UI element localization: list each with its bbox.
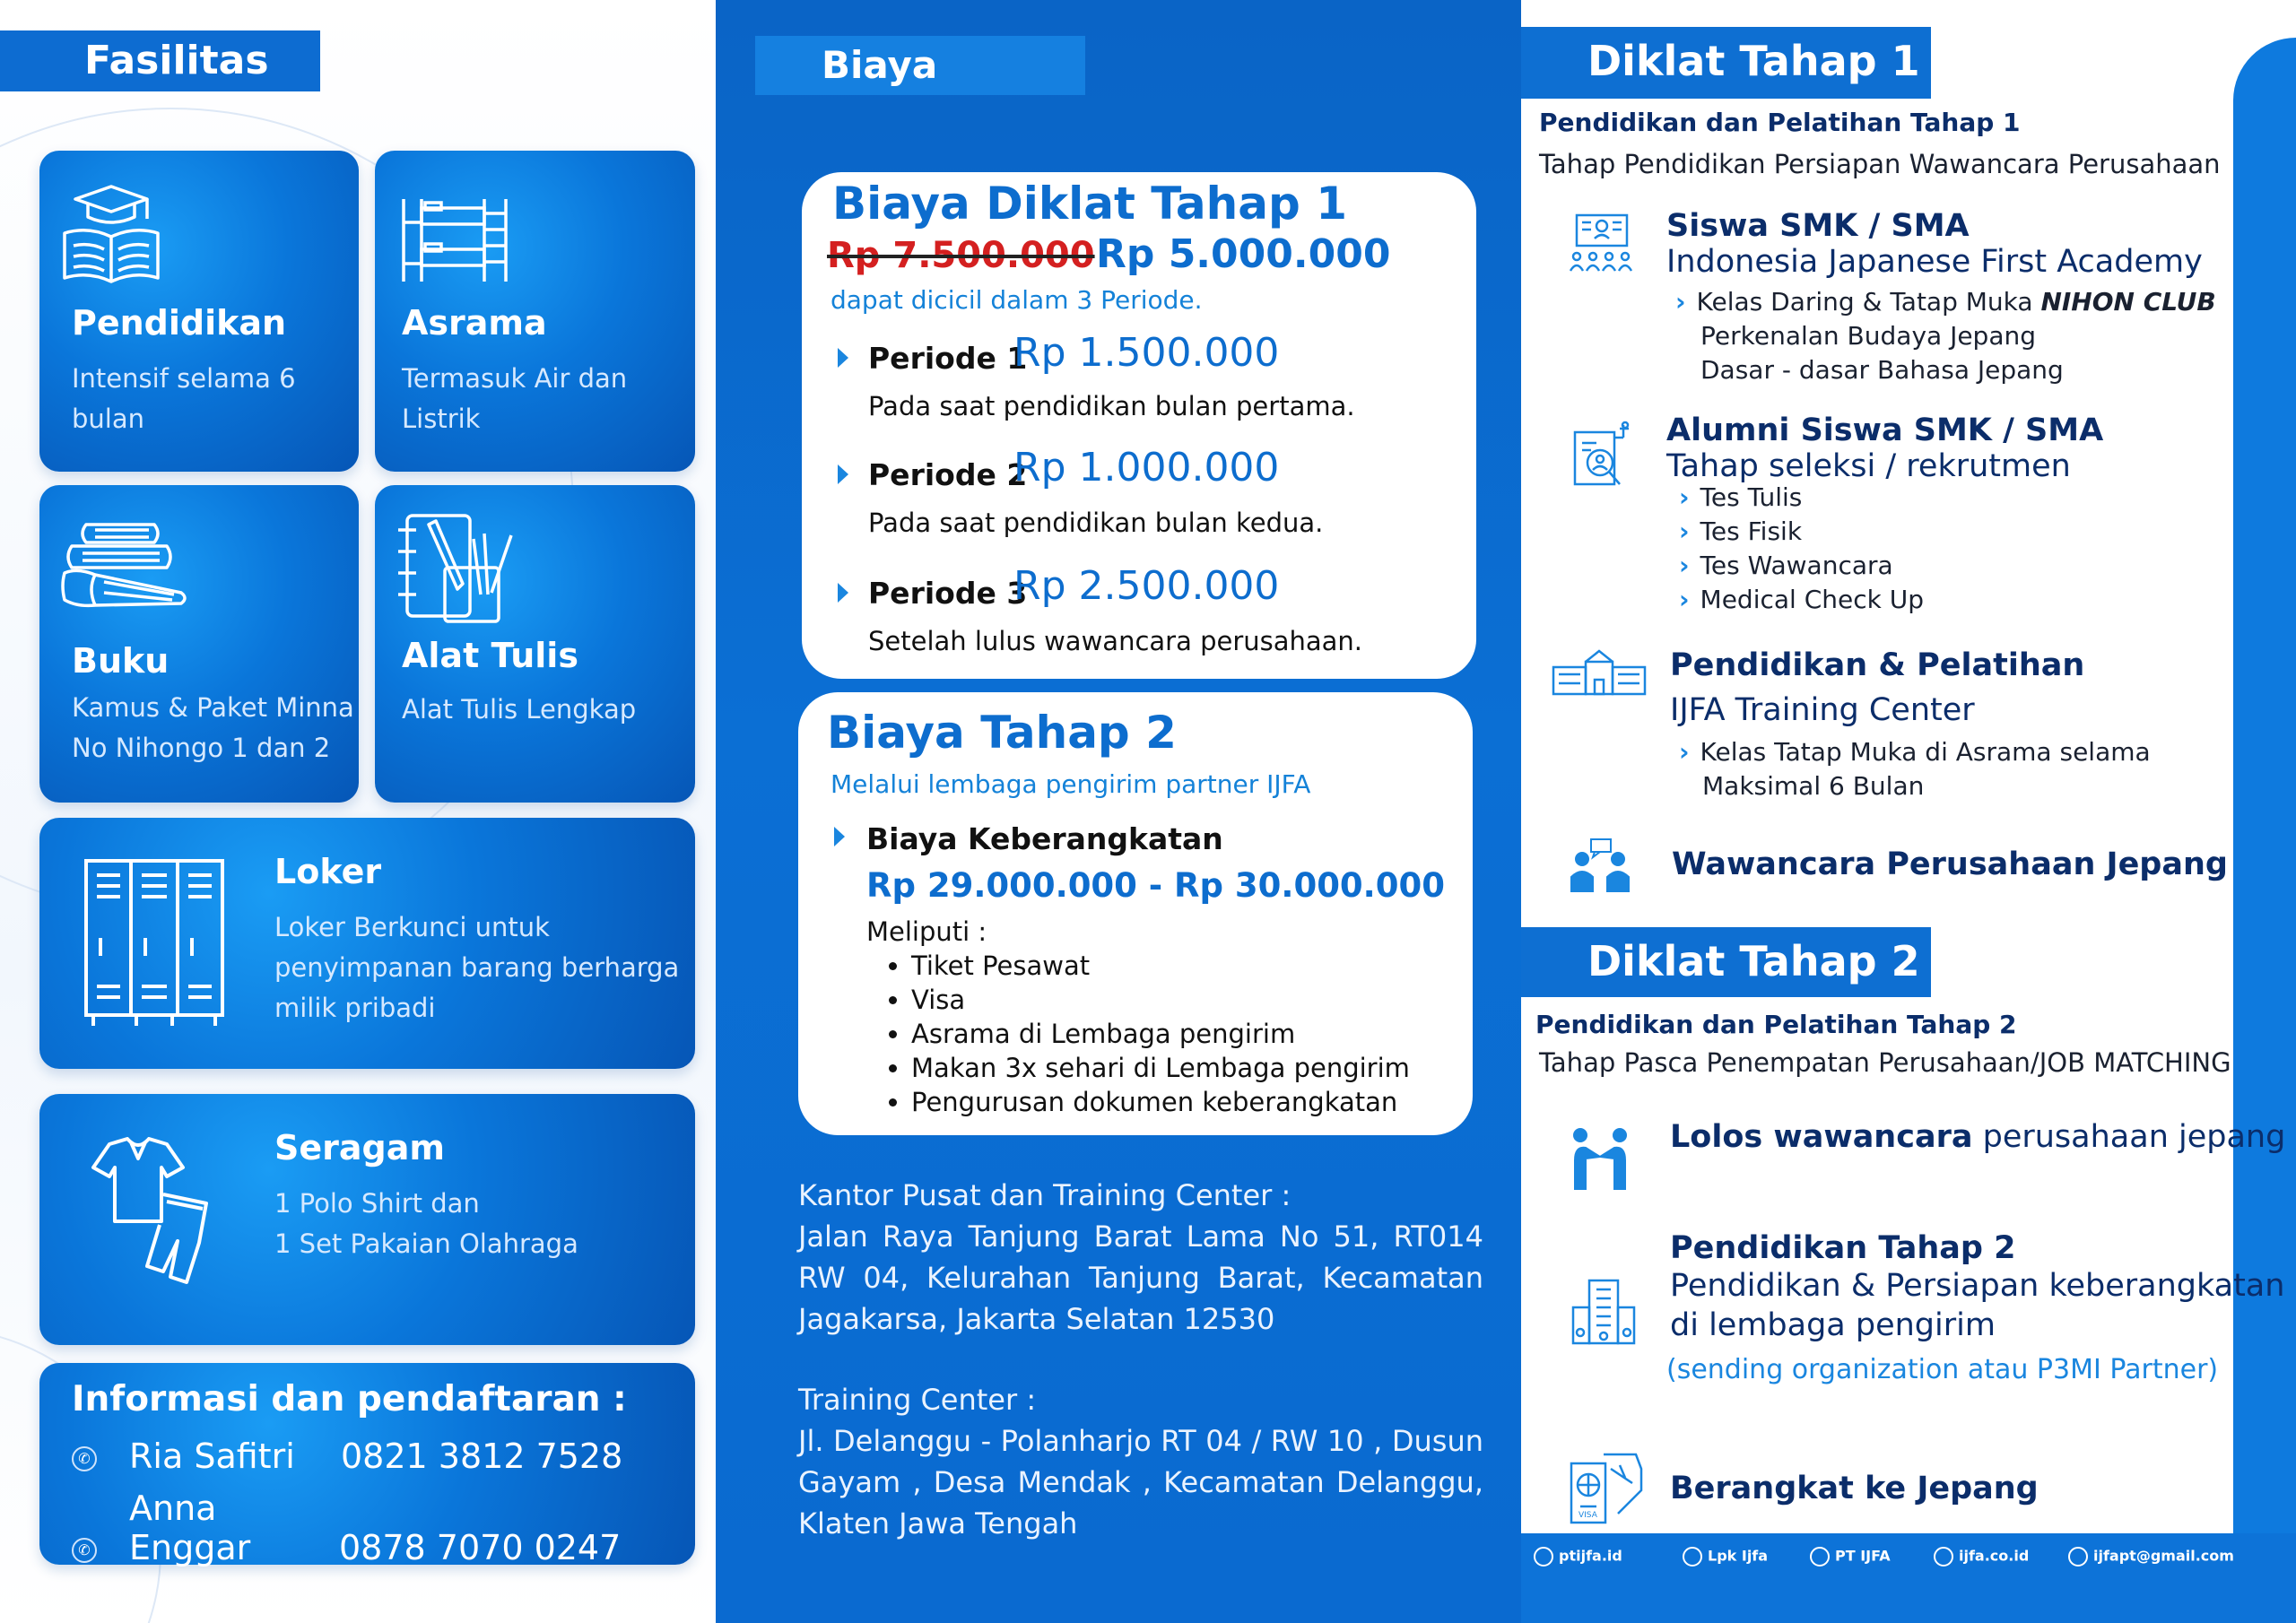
new-price: Rp 5.000.000 bbox=[1096, 231, 1391, 277]
step-title: Pendidikan & Pelatihan bbox=[1670, 647, 2085, 683]
youtube-icon bbox=[1810, 1547, 1830, 1567]
card-desc-line: Listrik bbox=[402, 404, 481, 434]
stationery-icon bbox=[395, 512, 520, 627]
card-title: Buku bbox=[72, 641, 170, 681]
diklat1-desc: Tahap Pendidikan Persiapan Wawancara Perusahaan bbox=[1539, 149, 2221, 179]
facebook-link[interactable] bbox=[1683, 1547, 1768, 1567]
card-desc-line: bulan bbox=[72, 404, 144, 434]
step-title: Pendidikan Tahap 2 bbox=[1670, 1230, 2016, 1266]
list-item: • Pengurusan dokumen keberangkatan bbox=[911, 1085, 1410, 1119]
card-desc-line: Alat Tulis Lengkap bbox=[402, 694, 637, 725]
address-head-office bbox=[798, 1175, 1483, 1340]
step-subtitle: Indonesia Japanese First Academy bbox=[1666, 244, 2203, 280]
step-subtitle: Tahap seleksi / rekrutmen bbox=[1666, 448, 2071, 484]
diklat1-subtitle: Pendidikan dan Pelatihan Tahap 1 bbox=[1539, 108, 2021, 137]
period-desc: Pada saat pendidikan bulan pertama. bbox=[868, 391, 1355, 421]
period-desc: Setelah lulus wawancara perusahaan. bbox=[868, 626, 1363, 656]
fasilitas-panel bbox=[0, 0, 716, 1623]
step-note: (sending organization atau P3MI Partner) bbox=[1666, 1354, 2219, 1385]
card-desc bbox=[274, 1184, 578, 1264]
card-desc bbox=[402, 359, 627, 439]
phone-icon: ✆ bbox=[72, 1446, 97, 1471]
diklat2-subtitle: Pendidikan dan Pelatihan Tahap 2 bbox=[1535, 1010, 2017, 1039]
instagram-handle: ptijfa.id bbox=[1559, 1547, 1622, 1565]
card-desc-line: 1 Polo Shirt dan bbox=[274, 1188, 480, 1219]
card-desc bbox=[402, 690, 636, 730]
diklat2-title: Diklat Tahap 2 bbox=[1521, 927, 1931, 997]
period-label: Periode 3 bbox=[868, 576, 1028, 611]
old-price: Rp 7.500.000 bbox=[827, 235, 1095, 276]
phone-icon: ✆ bbox=[72, 1538, 97, 1563]
card-desc-line: Intensif selama 6 bbox=[72, 363, 296, 394]
card-title: Seragam bbox=[274, 1128, 445, 1167]
step-item bbox=[1675, 287, 2216, 317]
contact-phone: 0821 3812 7528 bbox=[341, 1436, 623, 1476]
tahap1-title: Biaya Diklat Tahap 1 bbox=[832, 178, 1347, 230]
instagram-icon bbox=[1534, 1547, 1553, 1567]
card-pendidikan bbox=[39, 151, 359, 472]
list-item: • Asrama di Lembaga pengirim bbox=[911, 1017, 1410, 1051]
website-url: ijfa.co.id bbox=[1959, 1547, 2030, 1565]
card-biaya-tahap2 bbox=[798, 692, 1473, 1135]
includes-list bbox=[911, 949, 1410, 1119]
chevron-right-icon bbox=[838, 583, 850, 603]
card-desc-line: penyimpanan barang berharga bbox=[274, 952, 680, 983]
svg-text:VISA: VISA bbox=[1578, 1511, 1597, 1520]
youtube-handle: PT IJFA bbox=[1835, 1547, 1891, 1565]
tahap2-title: Biaya Tahap 2 bbox=[827, 707, 1177, 759]
fasilitas-title: Fasilitas bbox=[0, 30, 320, 91]
period-amount: Rp 1.500.000 bbox=[1013, 330, 1280, 376]
card-asrama bbox=[375, 151, 695, 472]
card-buku bbox=[39, 485, 359, 803]
contact-name: Ria Safitri bbox=[129, 1436, 295, 1476]
side-accent-bar bbox=[2233, 38, 2296, 1623]
diklat1-title: Diklat Tahap 1 bbox=[1521, 27, 1931, 99]
list-item: • Visa bbox=[911, 983, 1410, 1017]
step-title: Alumni Siswa SMK / SMA bbox=[1666, 412, 2104, 448]
graduation-book-icon bbox=[61, 179, 161, 285]
students-icon bbox=[1568, 212, 1636, 274]
includes-block bbox=[866, 915, 1410, 1119]
bunk-bed-icon bbox=[400, 195, 511, 285]
biaya-panel bbox=[716, 0, 1521, 1623]
card-seragam bbox=[39, 1094, 695, 1345]
contact-name: Anna Enggar bbox=[129, 1488, 251, 1567]
step-subtitle: di lembaga pengirim bbox=[1670, 1307, 1996, 1343]
info-title: Informasi dan pendaftaran : bbox=[72, 1379, 627, 1419]
card-desc-line: Kamus & Paket Minna bbox=[72, 692, 354, 723]
step-title bbox=[1670, 1119, 2285, 1155]
step-title: Siswa SMK / SMA bbox=[1666, 208, 1970, 244]
globe-icon bbox=[1934, 1547, 1953, 1567]
step-title-rest: perusahaan jepang bbox=[1972, 1119, 2286, 1155]
keberangkatan-label: Biaya Keberangkatan bbox=[866, 821, 1223, 856]
card-title: Asrama bbox=[402, 303, 547, 343]
address-text: Jalan Raya Tanjung Barat Lama No 51, RT014 RW 04, Kelurahan Tanjung Barat, Kecamatan Jagakarsa, Jakarta Selatan 12530 bbox=[798, 1219, 1483, 1336]
website-link[interactable] bbox=[1934, 1547, 2029, 1567]
email-icon bbox=[2068, 1547, 2088, 1567]
card-desc-line: Loker Berkunci untuk bbox=[274, 912, 550, 942]
step-item: Maksimal 6 Bulan bbox=[1702, 771, 1925, 801]
step-item-text: Kelas Daring & Tatap Muka bbox=[1696, 287, 2041, 317]
tahap2-note: Melalui lembaga pengirim partner IJFA bbox=[831, 769, 1311, 799]
card-title: Pendidikan bbox=[72, 303, 287, 343]
step-item: › Medical Check Up bbox=[1679, 585, 1924, 614]
period-amount: Rp 1.000.000 bbox=[1013, 445, 1280, 490]
step-item: Dasar - dasar Bahasa Jepang bbox=[1700, 355, 2064, 385]
biaya-title: Biaya bbox=[755, 36, 1085, 95]
chevron-right-icon bbox=[838, 348, 850, 368]
youtube-link[interactable] bbox=[1810, 1547, 1891, 1567]
installment-note: dapat dicicil dalam 3 Periode. bbox=[831, 285, 1203, 315]
card-loker bbox=[39, 818, 695, 1069]
address-title: Training Center : bbox=[798, 1383, 1037, 1417]
card-biaya-tahap1 bbox=[802, 172, 1476, 679]
locker-icon bbox=[83, 857, 226, 1029]
diklat2-desc: Tahap Pasca Penempatan Perusahaan/JOB MATCHING bbox=[1539, 1047, 2231, 1078]
card-title: Loker bbox=[274, 852, 382, 891]
step-item: › Tes Wawancara bbox=[1679, 551, 1893, 580]
period-amount: Rp 2.500.000 bbox=[1013, 563, 1280, 609]
step-subtitle: IJFA Training Center bbox=[1670, 692, 1975, 728]
card-desc bbox=[72, 359, 296, 439]
card-desc bbox=[72, 688, 354, 768]
card-desc-line: milik pribadi bbox=[274, 993, 436, 1023]
card-info-pendaftaran bbox=[39, 1363, 695, 1565]
address-training-center bbox=[798, 1379, 1483, 1544]
diklat-panel bbox=[1521, 0, 2296, 1623]
period-label: Periode 1 bbox=[868, 341, 1028, 376]
period-label: Periode 2 bbox=[868, 457, 1028, 492]
recruitment-search-icon bbox=[1570, 420, 1634, 491]
address-title: Kantor Pusat dan Training Center : bbox=[798, 1178, 1292, 1212]
step-item: Perkenalan Budaya Jepang bbox=[1700, 321, 2037, 351]
contact-row[interactable] bbox=[72, 1488, 621, 1567]
chevron-right-icon bbox=[838, 464, 850, 484]
card-title: Alat Tulis bbox=[402, 636, 578, 675]
step-title: Berangkat ke Jepang bbox=[1670, 1471, 2039, 1506]
school-building-icon bbox=[1550, 649, 1648, 696]
contact-phone: 0878 7070 0247 bbox=[339, 1528, 622, 1567]
instagram-link[interactable] bbox=[1534, 1547, 1622, 1567]
uniform-icon bbox=[74, 1135, 226, 1288]
list-item: • Makan 3x sehari di Lembaga pengirim bbox=[911, 1051, 1410, 1085]
chevron-right-icon bbox=[834, 827, 847, 846]
city-buildings-icon bbox=[1570, 1277, 1638, 1347]
period-desc: Pada saat pendidikan bulan kedua. bbox=[868, 508, 1324, 538]
step-item: › Tes Tulis bbox=[1679, 482, 1802, 512]
email-address: ijfapt@gmail.com bbox=[2093, 1547, 2234, 1565]
step-subtitle: Pendidikan & Persiapan keberangkatan bbox=[1670, 1268, 2285, 1304]
step-title: Wawancara Perusahaan Jepang bbox=[1672, 846, 2228, 882]
card-desc-line: 1 Set Pakaian Olahraga bbox=[274, 1228, 578, 1259]
keberangkatan-amount: Rp 29.000.000 - Rp 30.000.000 bbox=[866, 866, 1445, 905]
includes-label: Meliputi : bbox=[866, 916, 987, 947]
step-item-bold: NIHON CLUB bbox=[2040, 287, 2216, 317]
visa-passport-icon bbox=[1568, 1451, 1645, 1526]
step-item: › Kelas Tatap Muka di Asrama selama bbox=[1679, 737, 2151, 767]
email-link[interactable] bbox=[2068, 1547, 2234, 1567]
step-title-bold: Lolos wawancara bbox=[1670, 1119, 1973, 1155]
card-desc-line: No Nihongo 1 dan 2 bbox=[72, 733, 331, 763]
card-desc bbox=[274, 907, 679, 1028]
card-desc-line: Termasuk Air dan bbox=[402, 363, 628, 394]
facebook-icon bbox=[1683, 1547, 1702, 1567]
list-item: • Tiket Pesawat bbox=[911, 949, 1410, 983]
facebook-handle: Lpk Ijfa bbox=[1708, 1547, 1769, 1565]
books-stack-icon bbox=[59, 517, 194, 614]
contact-row[interactable] bbox=[72, 1436, 622, 1476]
interview-icon bbox=[1568, 838, 1632, 893]
step-item: › Tes Fisik bbox=[1679, 516, 1802, 546]
address-text: Jl. Delanggu - Polanharjo RT 04 / RW 10 , Dusun Gayam , Desa Mendak , Kecamatan Delanggu, Klaten Jawa Tengah bbox=[798, 1424, 1483, 1541]
handshake-icon bbox=[1568, 1126, 1632, 1191]
card-alat-tulis bbox=[375, 485, 695, 803]
